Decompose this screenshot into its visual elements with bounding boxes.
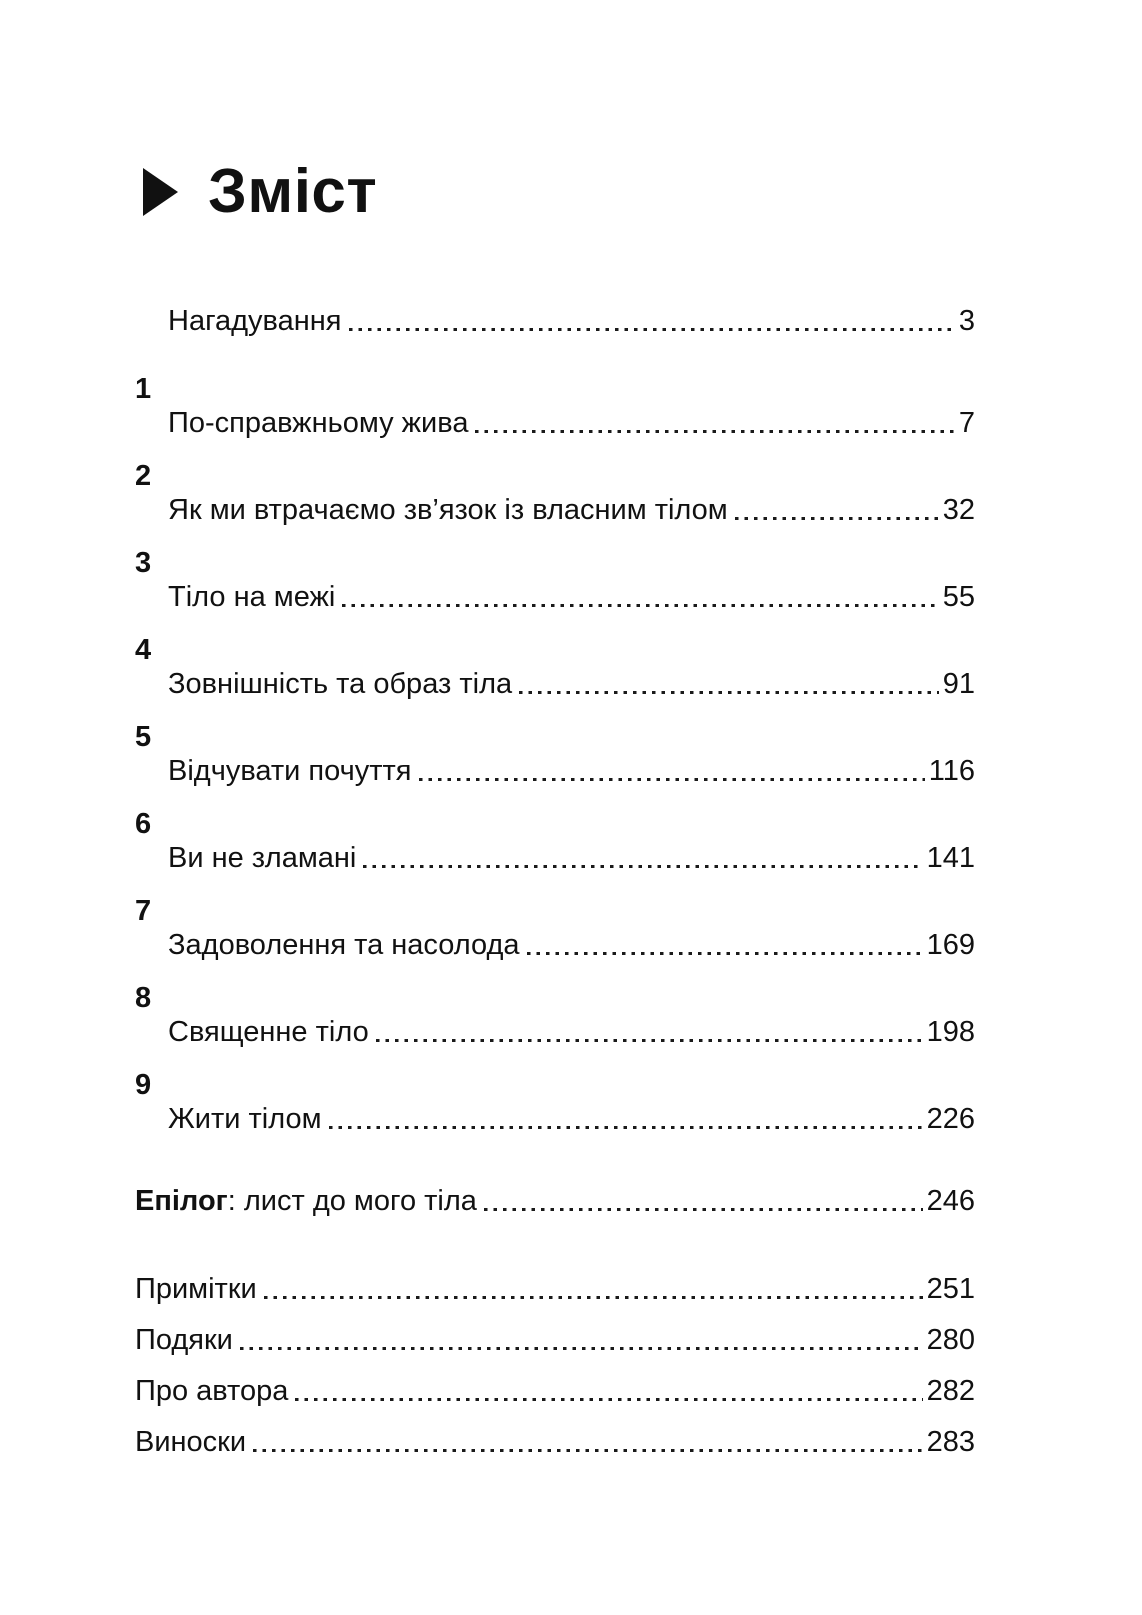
chapter-number: 2 bbox=[135, 460, 152, 492]
toc-entry-label: Священне тіло bbox=[168, 1016, 369, 1048]
toc-chapter bbox=[135, 981, 975, 1049]
dotted-leader bbox=[363, 865, 922, 869]
dotted-leader bbox=[519, 691, 939, 695]
page-number: 7 bbox=[958, 407, 975, 439]
page-number: 141 bbox=[926, 842, 975, 874]
chapter-number: 1 bbox=[135, 373, 152, 405]
dotted-leader bbox=[475, 430, 954, 434]
right-triangle-icon bbox=[143, 168, 178, 216]
dotted-leader bbox=[419, 778, 925, 782]
dotted-leader bbox=[349, 328, 955, 332]
toc-chapter bbox=[135, 633, 975, 701]
toc-entry[interactable] bbox=[135, 580, 975, 614]
toc-entry-label: Жити тілом bbox=[168, 1103, 322, 1135]
toc-entry-back[interactable] bbox=[135, 1425, 975, 1459]
page-title-text: Зміст bbox=[208, 157, 378, 226]
epilogue-bold-label: Епілог bbox=[135, 1185, 228, 1217]
page-number: 198 bbox=[926, 1016, 975, 1048]
page-number: 280 bbox=[926, 1324, 975, 1356]
toc-chapter bbox=[135, 459, 975, 527]
toc-entry-label: Примітки bbox=[135, 1273, 257, 1305]
page-number: 246 bbox=[926, 1185, 975, 1217]
page-title bbox=[135, 157, 975, 227]
toc-entry-label: Задоволення та насолода bbox=[168, 929, 520, 961]
toc-entry-label: Про автора bbox=[135, 1375, 289, 1407]
page-number: 3 bbox=[958, 305, 975, 337]
page-number: 282 bbox=[926, 1375, 975, 1407]
chapter-number: 3 bbox=[135, 547, 152, 579]
toc-entry-label: Ви не зламані bbox=[168, 842, 357, 874]
toc-entry-label: Нагадування bbox=[168, 305, 342, 337]
chapter-number: 8 bbox=[135, 982, 152, 1014]
toc-entry-label: По-справжньому жива bbox=[168, 407, 469, 439]
toc-entry[interactable] bbox=[135, 667, 975, 701]
toc-chapter bbox=[135, 1068, 975, 1136]
dotted-leader bbox=[240, 1347, 923, 1351]
toc-entry[interactable] bbox=[135, 841, 975, 875]
toc-entry-label: Зовнішність та образ тіла bbox=[168, 668, 513, 700]
page-number: 116 bbox=[928, 755, 975, 787]
dotted-leader bbox=[527, 952, 923, 956]
toc-entry-label: Як ми втрачаємо зв’язок із власним тілом bbox=[168, 494, 728, 526]
page-number: 169 bbox=[926, 929, 975, 961]
page-number: 91 bbox=[942, 668, 975, 700]
toc-entry-back[interactable] bbox=[135, 1272, 975, 1306]
page-number: 226 bbox=[926, 1103, 975, 1135]
toc-entry-label: Тіло на межі bbox=[168, 581, 336, 613]
toc-entry-back[interactable] bbox=[135, 1374, 975, 1408]
dotted-leader bbox=[295, 1398, 922, 1402]
toc-entry-front[interactable] bbox=[135, 304, 975, 338]
dotted-leader bbox=[342, 604, 938, 608]
dotted-leader bbox=[735, 517, 939, 521]
toc-entry-epilogue[interactable] bbox=[135, 1184, 975, 1218]
dotted-leader bbox=[376, 1039, 923, 1043]
toc-entry[interactable] bbox=[135, 406, 975, 440]
page-number: 32 bbox=[942, 494, 975, 526]
toc-chapter bbox=[135, 372, 975, 440]
toc-entry[interactable] bbox=[135, 1102, 975, 1136]
chapter-number: 6 bbox=[135, 808, 152, 840]
toc-entry[interactable] bbox=[135, 1015, 975, 1049]
toc-entry-label: Подяки bbox=[135, 1324, 233, 1356]
page-number: 55 bbox=[942, 581, 975, 613]
toc-entry-label: Відчувати почуття bbox=[168, 755, 412, 787]
toc-entry-back[interactable] bbox=[135, 1323, 975, 1357]
page-number: 283 bbox=[926, 1426, 975, 1458]
toc-entry-label bbox=[135, 1184, 477, 1218]
toc-entry[interactable] bbox=[135, 493, 975, 527]
page-number: 251 bbox=[926, 1273, 975, 1305]
dotted-leader bbox=[253, 1449, 923, 1453]
dotted-leader bbox=[484, 1208, 923, 1212]
chapter-number: 4 bbox=[135, 634, 152, 666]
chapter-number: 7 bbox=[135, 895, 152, 927]
toc-chapter bbox=[135, 807, 975, 875]
toc-chapter bbox=[135, 720, 975, 788]
chapter-number: 5 bbox=[135, 721, 152, 753]
toc-chapter bbox=[135, 894, 975, 962]
dotted-leader bbox=[329, 1126, 923, 1130]
toc-entry[interactable] bbox=[135, 928, 975, 962]
epilogue-rest-label: : лист до мого тіла bbox=[227, 1185, 477, 1217]
chapter-number: 9 bbox=[135, 1069, 152, 1101]
toc-entry-label: Виноски bbox=[135, 1426, 247, 1458]
toc-entry[interactable] bbox=[135, 754, 975, 788]
toc-chapter bbox=[135, 546, 975, 614]
dotted-leader bbox=[264, 1296, 923, 1300]
